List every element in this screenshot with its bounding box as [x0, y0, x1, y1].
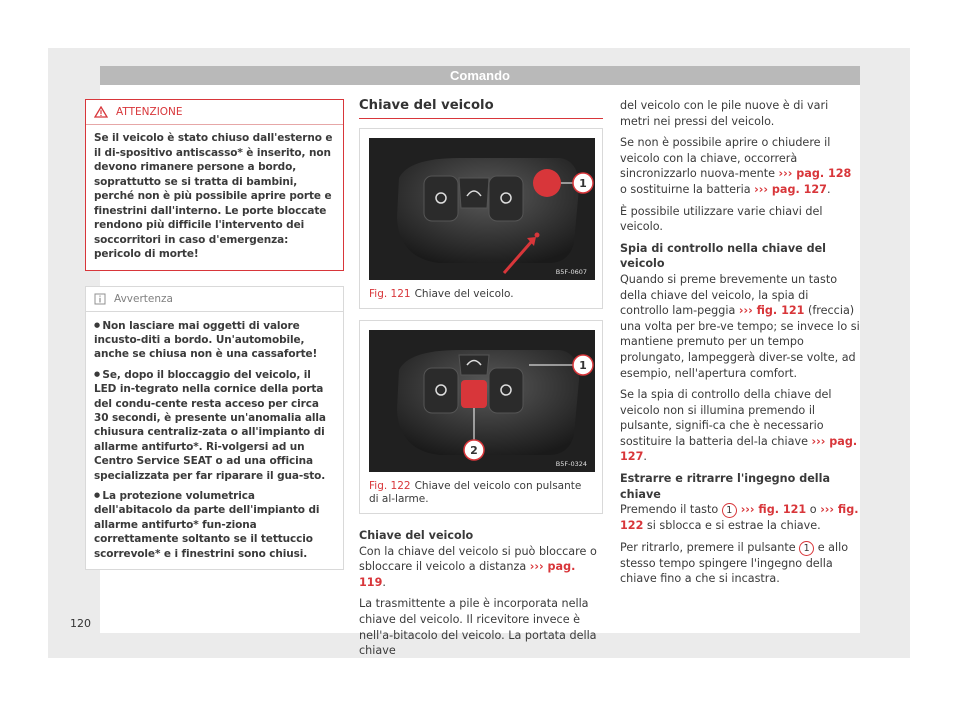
- warning-header: [86, 100, 343, 125]
- note-label: Avvertenza: [114, 292, 173, 305]
- page-number: 120: [70, 617, 91, 630]
- car-key-illustration: [369, 138, 595, 280]
- text: o: [806, 503, 821, 517]
- paragraph: del veicolo con le pile nuove è di vari metri nei pressi del veicolo.: [620, 99, 829, 128]
- chapter-header: Comando: [100, 66, 860, 85]
- text: Per ritrarlo, premere il pulsante: [620, 540, 800, 554]
- figure-code: B5F-0324: [555, 460, 587, 468]
- warning-box: [85, 99, 344, 271]
- figure-ref-link[interactable]: ››› fig. 121: [736, 503, 807, 517]
- text: o sostituirne la batteria: [620, 182, 755, 196]
- middle-column: [359, 98, 603, 665]
- callout-number-badge: 1: [799, 541, 814, 556]
- figure-code: B5F-0607: [555, 268, 587, 276]
- text: Con la chiave del veicolo si può bloccare o sbloccare il veicolo a distanza: [359, 544, 597, 574]
- caption-text: Chiave del veicolo con pulsante di al-larme.: [369, 480, 582, 505]
- paragraph: [620, 502, 860, 534]
- paragraph: [620, 540, 860, 587]
- page-ref-link[interactable]: ››› pag. 127: [754, 182, 827, 196]
- warning-triangle-icon: [94, 106, 108, 118]
- figure-ref-link[interactable]: ››› fig. 121: [738, 304, 805, 318]
- text: .: [382, 575, 386, 589]
- figure-121: [359, 128, 603, 309]
- info-icon: [94, 293, 106, 305]
- text: si sblocca e si estrae la chiave.: [643, 519, 821, 533]
- note-item: ● Non lasciare mai oggetti di valore incusto-diti a bordo. Un'automobile, anche se chiusa non è una cassaforte!: [94, 318, 335, 362]
- section-title: Chiave del veicolo: [359, 98, 603, 119]
- figure-121-image: [369, 138, 593, 280]
- callout-2: 2: [470, 444, 478, 457]
- text: e allo stesso tempo spingere l'ingegno della chiave fino a che si incastra.: [620, 540, 849, 586]
- paragraph: [359, 544, 603, 591]
- note-item: ● La protezione volumetrica dell'abitacolo da parte dell'impianto di allarme antifurto* fun-ziona correttamente soltanto se il tettuccio scorrevole* e i finestrini sono chiusi.: [94, 488, 335, 561]
- subheading: Spia di controllo nella chiave del veicolo: [620, 241, 827, 271]
- figure-label: Fig. 121: [369, 288, 411, 300]
- warning-label: ATTENZIONE: [116, 106, 183, 118]
- text: Quando si preme brevemente un tasto della chiave del veicolo, la spia di controllo lam-peggia: [620, 272, 838, 318]
- paragraph: [620, 272, 860, 381]
- text: .: [643, 450, 647, 464]
- paragraph: [620, 387, 860, 465]
- right-column: [620, 98, 860, 593]
- note-box: [85, 286, 344, 571]
- paragraph: La trasmittente a pile è incorporata nella chiave del veicolo. Il ricevitore invece è nell'a-bitacolo del veicolo. La portata della chiave: [359, 597, 597, 658]
- figure-122: [359, 320, 603, 514]
- paragraph: È possibile utilizzare varie chiavi del veicolo.: [620, 204, 823, 234]
- callout-number-badge: 1: [722, 503, 737, 518]
- text: Se la spia di controllo della chiave del veicolo non si illumina premendo il pulsante, signifi-ca che è necessario sostituire la batteria del-la chiave: [620, 388, 832, 448]
- note-item: ● Se, dopo il bloccaggio del veicolo, il LED in-tegrato nella cornice della porta del condu-cente resta acceso per circa 30 secondi, è presente un'anomalia alla chiusura centraliz-zata o all'impianto di allarme antifurto*. Ri-volgersi ad un Centro Service SEAT o ad una officina specializzata per far riparare il gua-sto.: [94, 367, 335, 483]
- callout-1: 1: [579, 359, 587, 372]
- callout-1: 1: [579, 177, 587, 190]
- page-ref-link[interactable]: ››› pag. 128: [778, 167, 852, 181]
- text: Premendo il tasto: [620, 503, 722, 517]
- left-column: [85, 99, 344, 570]
- text: Se non è possibile aprire o chiudere il veicolo con la chiave, occorrerà sincronizzarlo nuova-mente: [620, 136, 831, 181]
- figure-label: Fig. 122: [369, 480, 411, 492]
- subheading: Estrarre e ritrarre l'ingegno della chiave: [620, 472, 831, 501]
- text: (freccia) una volta per bre-ve tempo; se invece lo si mantiene premuto per un tempo prolungato, lampeggerà diver-se volte, ad esempio, nell'apertura comfort.: [620, 304, 860, 380]
- paragraph: [620, 135, 860, 197]
- figure-caption: [360, 280, 602, 308]
- page-ref-link[interactable]: ››› pag. 127: [620, 434, 858, 464]
- figure-caption: [360, 472, 602, 513]
- figure-ref-link[interactable]: ››› fig. 122: [620, 503, 859, 533]
- figure-122-image: [369, 330, 593, 472]
- page-ref-link[interactable]: ››› pag. 119: [359, 560, 576, 589]
- warning-text: Se il veicolo è stato chiuso dall'esterno e il di-spositivo antiscasso* è inserito, non devono rimanere persone a bordo, soprattutto se si tratta di bambini, perché non è più possibile aprire porte e finestrini dall'interno. Le porte bloccate rendono più difficile l'intervento dei soccorritori in caso d'emergenza: pericolo di morte!: [94, 132, 333, 260]
- caption-text: Chiave del veicolo.: [414, 288, 514, 300]
- subheading: Chiave del veicolo: [359, 529, 474, 542]
- note-header: [86, 287, 343, 312]
- note-list: [86, 312, 343, 570]
- text: .: [826, 182, 831, 196]
- car-key-alarm-illustration: [369, 330, 595, 472]
